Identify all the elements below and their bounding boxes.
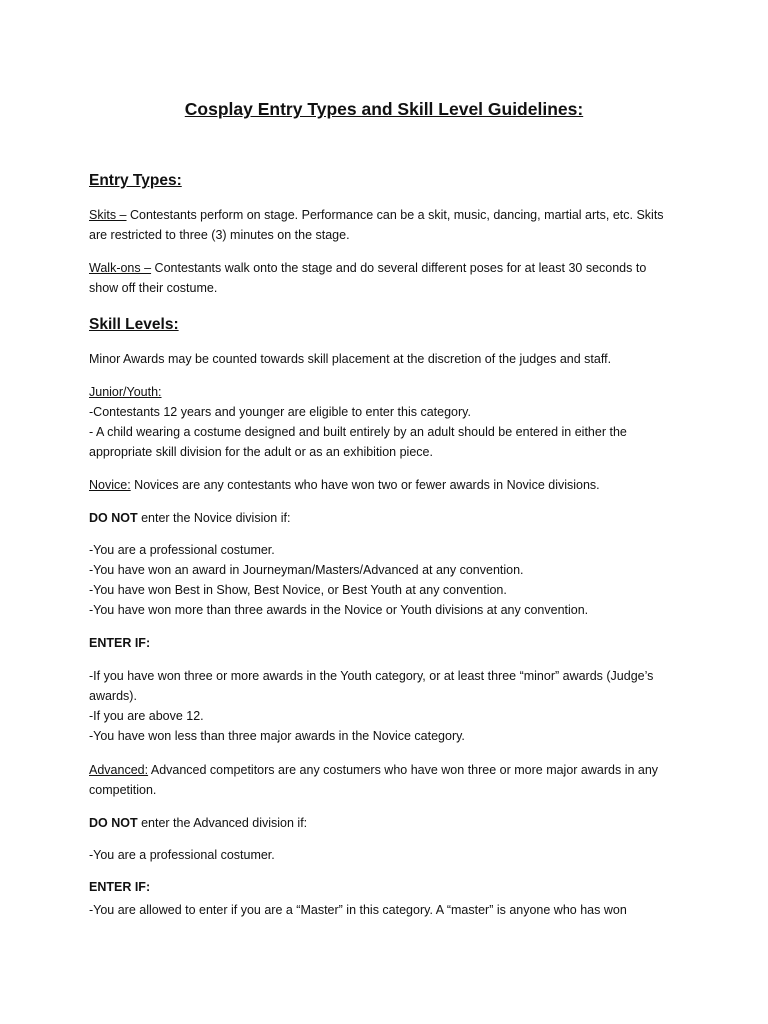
junior-heading: Junior/Youth:: [89, 385, 162, 399]
advanced-text-line2: competition.: [89, 783, 157, 797]
junior-section: [89, 382, 728, 462]
junior-line1: -Contestants 12 years and younger are eligible to enter this category.: [89, 405, 471, 419]
skits-text-line2: are restricted to three (3) minutes on the stage.: [89, 228, 350, 242]
advanced-do-not-rest: enter the Advanced division if:: [137, 816, 308, 830]
novice-do-not-rest: enter the Novice division if:: [137, 511, 291, 525]
list-item: -You are allowed to enter if you are a “Master” in this category. A “master” is anyone who has won: [89, 903, 627, 917]
entry-types-heading-text: Entry Types:: [89, 172, 182, 189]
advanced-enter-if: ENTER IF:: [89, 880, 151, 894]
novice-dont-list: [89, 540, 728, 620]
advanced-enter-list: [89, 900, 728, 920]
walkons-paragraph: [89, 258, 728, 298]
walkons-text-line2: show off their costume.: [89, 281, 218, 295]
advanced-paragraph: [89, 760, 728, 800]
novice-label: Novice:: [89, 478, 131, 492]
skill-levels-heading: [89, 314, 728, 336]
junior-line3: appropriate skill division for the adult or as an exhibition piece.: [89, 445, 433, 459]
list-item: -You have won Best in Show, Best Novice, or Best Youth at any convention.: [89, 583, 507, 597]
list-item: -You have won less than three major awards in the Novice category.: [89, 729, 465, 743]
novice-do-not: [89, 508, 728, 528]
advanced-do-not-bold: DO NOT: [89, 816, 138, 830]
list-item: -You have won more than three awards in the Novice or Youth divisions at any convention.: [89, 603, 589, 617]
novice-do-not-bold: DO NOT: [89, 511, 138, 525]
advanced-dont-list: [89, 845, 728, 865]
list-item: -You are a professional costumer.: [89, 543, 275, 557]
novice-enter-list: [89, 666, 728, 746]
walkons-text-line1: Contestants walk onto the stage and do several different poses for at least 30 seconds to: [151, 261, 647, 275]
advanced-do-not: [89, 813, 728, 833]
list-item: awards).: [89, 689, 137, 703]
skill-levels-intro: Minor Awards may be counted towards skill placement at the discretion of the judges and staff.: [89, 352, 612, 366]
skits-text-line1: Contestants perform on stage. Performance can be a skit, music, dancing, martial arts, etc. Skits: [126, 208, 664, 222]
novice-paragraph: [89, 475, 728, 495]
advanced-label: Advanced:: [89, 763, 149, 777]
walkons-label: Walk-ons –: [89, 261, 152, 275]
skits-label: Skits –: [89, 208, 127, 222]
advanced-text-line1: Advanced competitors are any costumers who have won three or more major awards in any: [148, 763, 659, 777]
skits-paragraph: [89, 205, 728, 245]
novice-enter-if: ENTER IF:: [89, 636, 151, 650]
skill-levels-heading-text: Skill Levels:: [89, 316, 179, 333]
list-item: -You are a professional costumer.: [89, 848, 275, 862]
entry-types-heading: [89, 170, 728, 192]
document-title: Cosplay Entry Types and Skill Level Guidelines:: [184, 99, 584, 119]
list-item: -You have won an award in Journeyman/Masters/Advanced at any convention.: [89, 563, 524, 577]
list-item: -If you have won three or more awards in the Youth category, or at least three “minor” awards (Judge’s: [89, 669, 654, 683]
junior-line2: - A child wearing a costume designed and built entirely by an adult should be entered in either the: [89, 425, 627, 439]
list-item: -If you are above 12.: [89, 709, 204, 723]
novice-text: Novices are any contestants who have won two or fewer awards in Novice divisions.: [130, 478, 600, 492]
